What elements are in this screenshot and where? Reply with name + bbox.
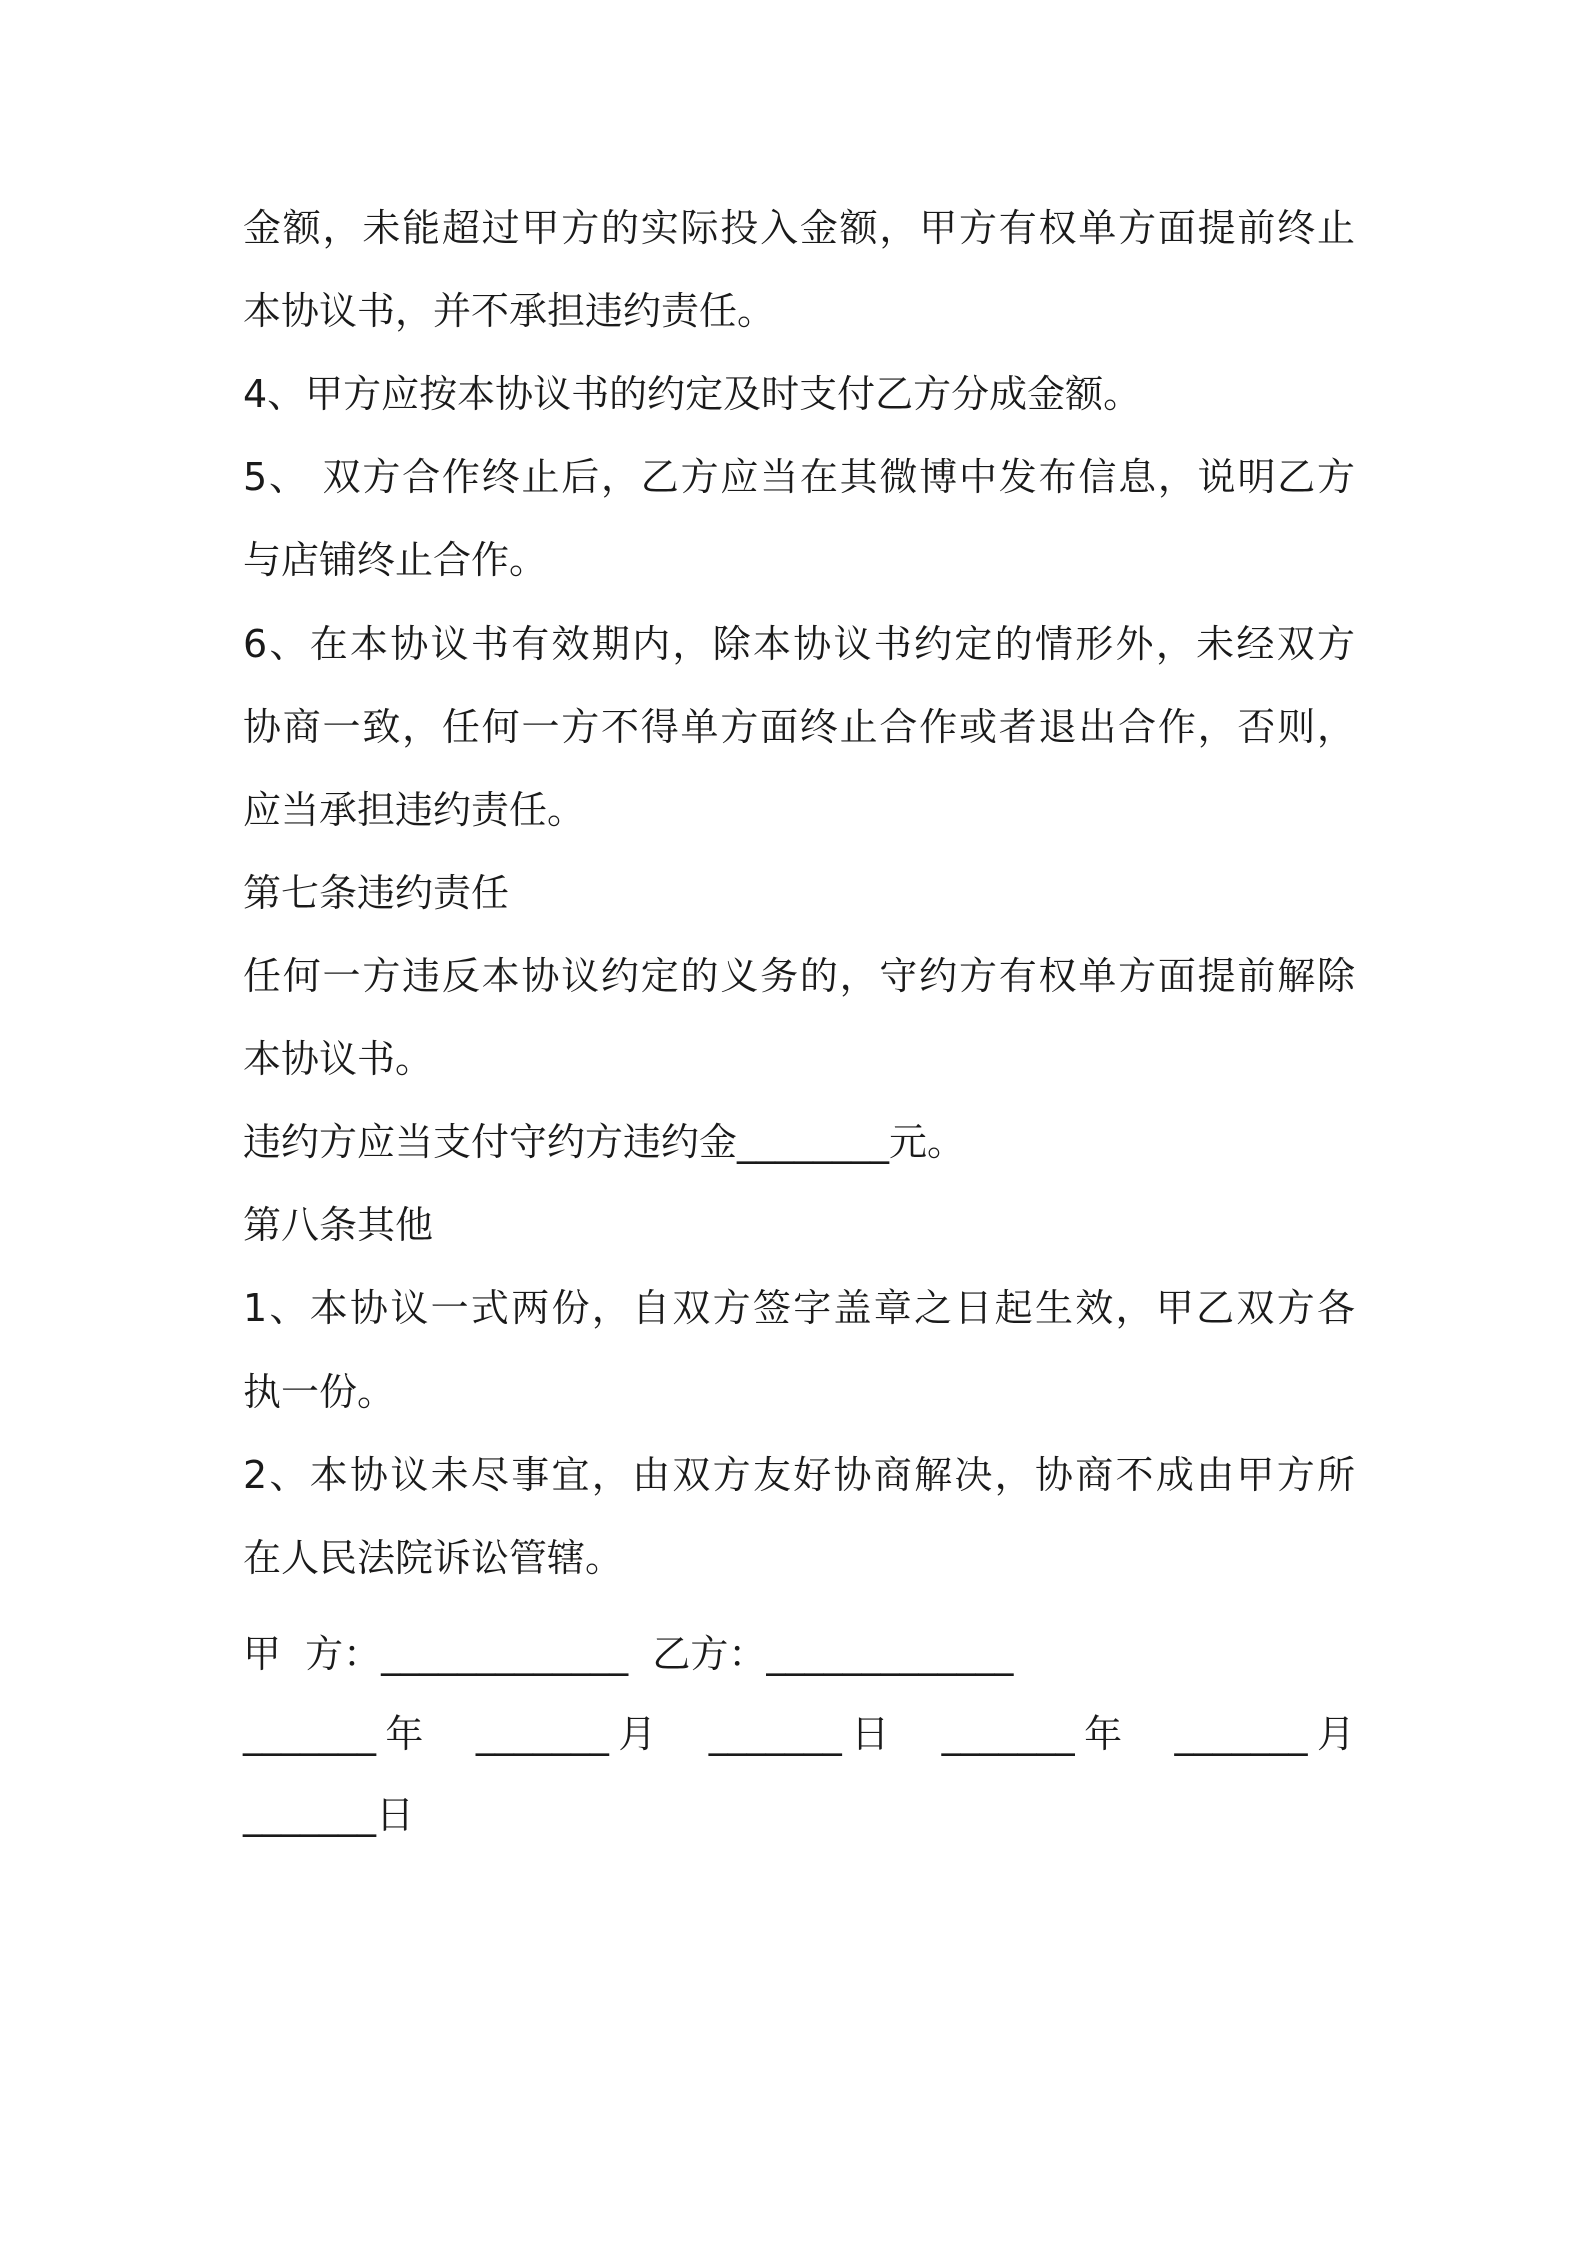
- paragraph-line: 执一份。: [243, 1370, 396, 1414]
- paragraph-line: 在人民法院诉讼管辖。: [243, 1536, 624, 1580]
- paragraph-line: 本协议书。: [243, 1037, 434, 1081]
- signature-line: 甲 方：_____________ 乙方：_____________: [243, 1632, 1014, 1676]
- paragraph-line: 本协议书，并不承担违约责任。: [243, 289, 776, 333]
- paragraph-line: 2、本协议未尽事宜，由双方友好协商解决，协商不成由甲方所: [243, 1453, 1355, 1497]
- paragraph-line: 金额，未能超过甲方的实际投入金额，甲方有权单方面提前终止: [243, 206, 1355, 250]
- paragraph-line: 与店铺终止合作。: [243, 538, 548, 582]
- paragraph-line: 6、在本协议书有效期内，除本协议书约定的情形外，未经双方: [243, 622, 1355, 666]
- paragraph-line: 应当承担违约责任。: [243, 788, 586, 832]
- paragraph-line: 1、本协议一式两份，自双方签字盖章之日起生效，甲乙双方各: [243, 1286, 1355, 1330]
- paragraph-line: 协商一致，任何一方不得单方面终止合作或者退出合作，否则，: [243, 705, 1355, 749]
- paragraph-line: 4、甲方应按本协议书的约定及时支付乙方分成金额。: [243, 372, 1142, 416]
- section-heading: 第八条其他: [243, 1203, 434, 1247]
- date-line: _______日: [243, 1793, 415, 1837]
- date-line: _______年 _______月 _______日 _______年 _______月: [243, 1712, 1355, 1756]
- paragraph-line: 5、 双方合作终止后，乙方应当在其微博中发布信息，说明乙方: [243, 455, 1355, 499]
- paragraph-line: 违约方应当支付守约方违约金________元。: [243, 1120, 966, 1164]
- section-heading: 第七条违约责任: [243, 871, 510, 915]
- paragraph-line: 任何一方违反本协议约定的义务的，守约方有权单方面提前解除: [243, 954, 1355, 998]
